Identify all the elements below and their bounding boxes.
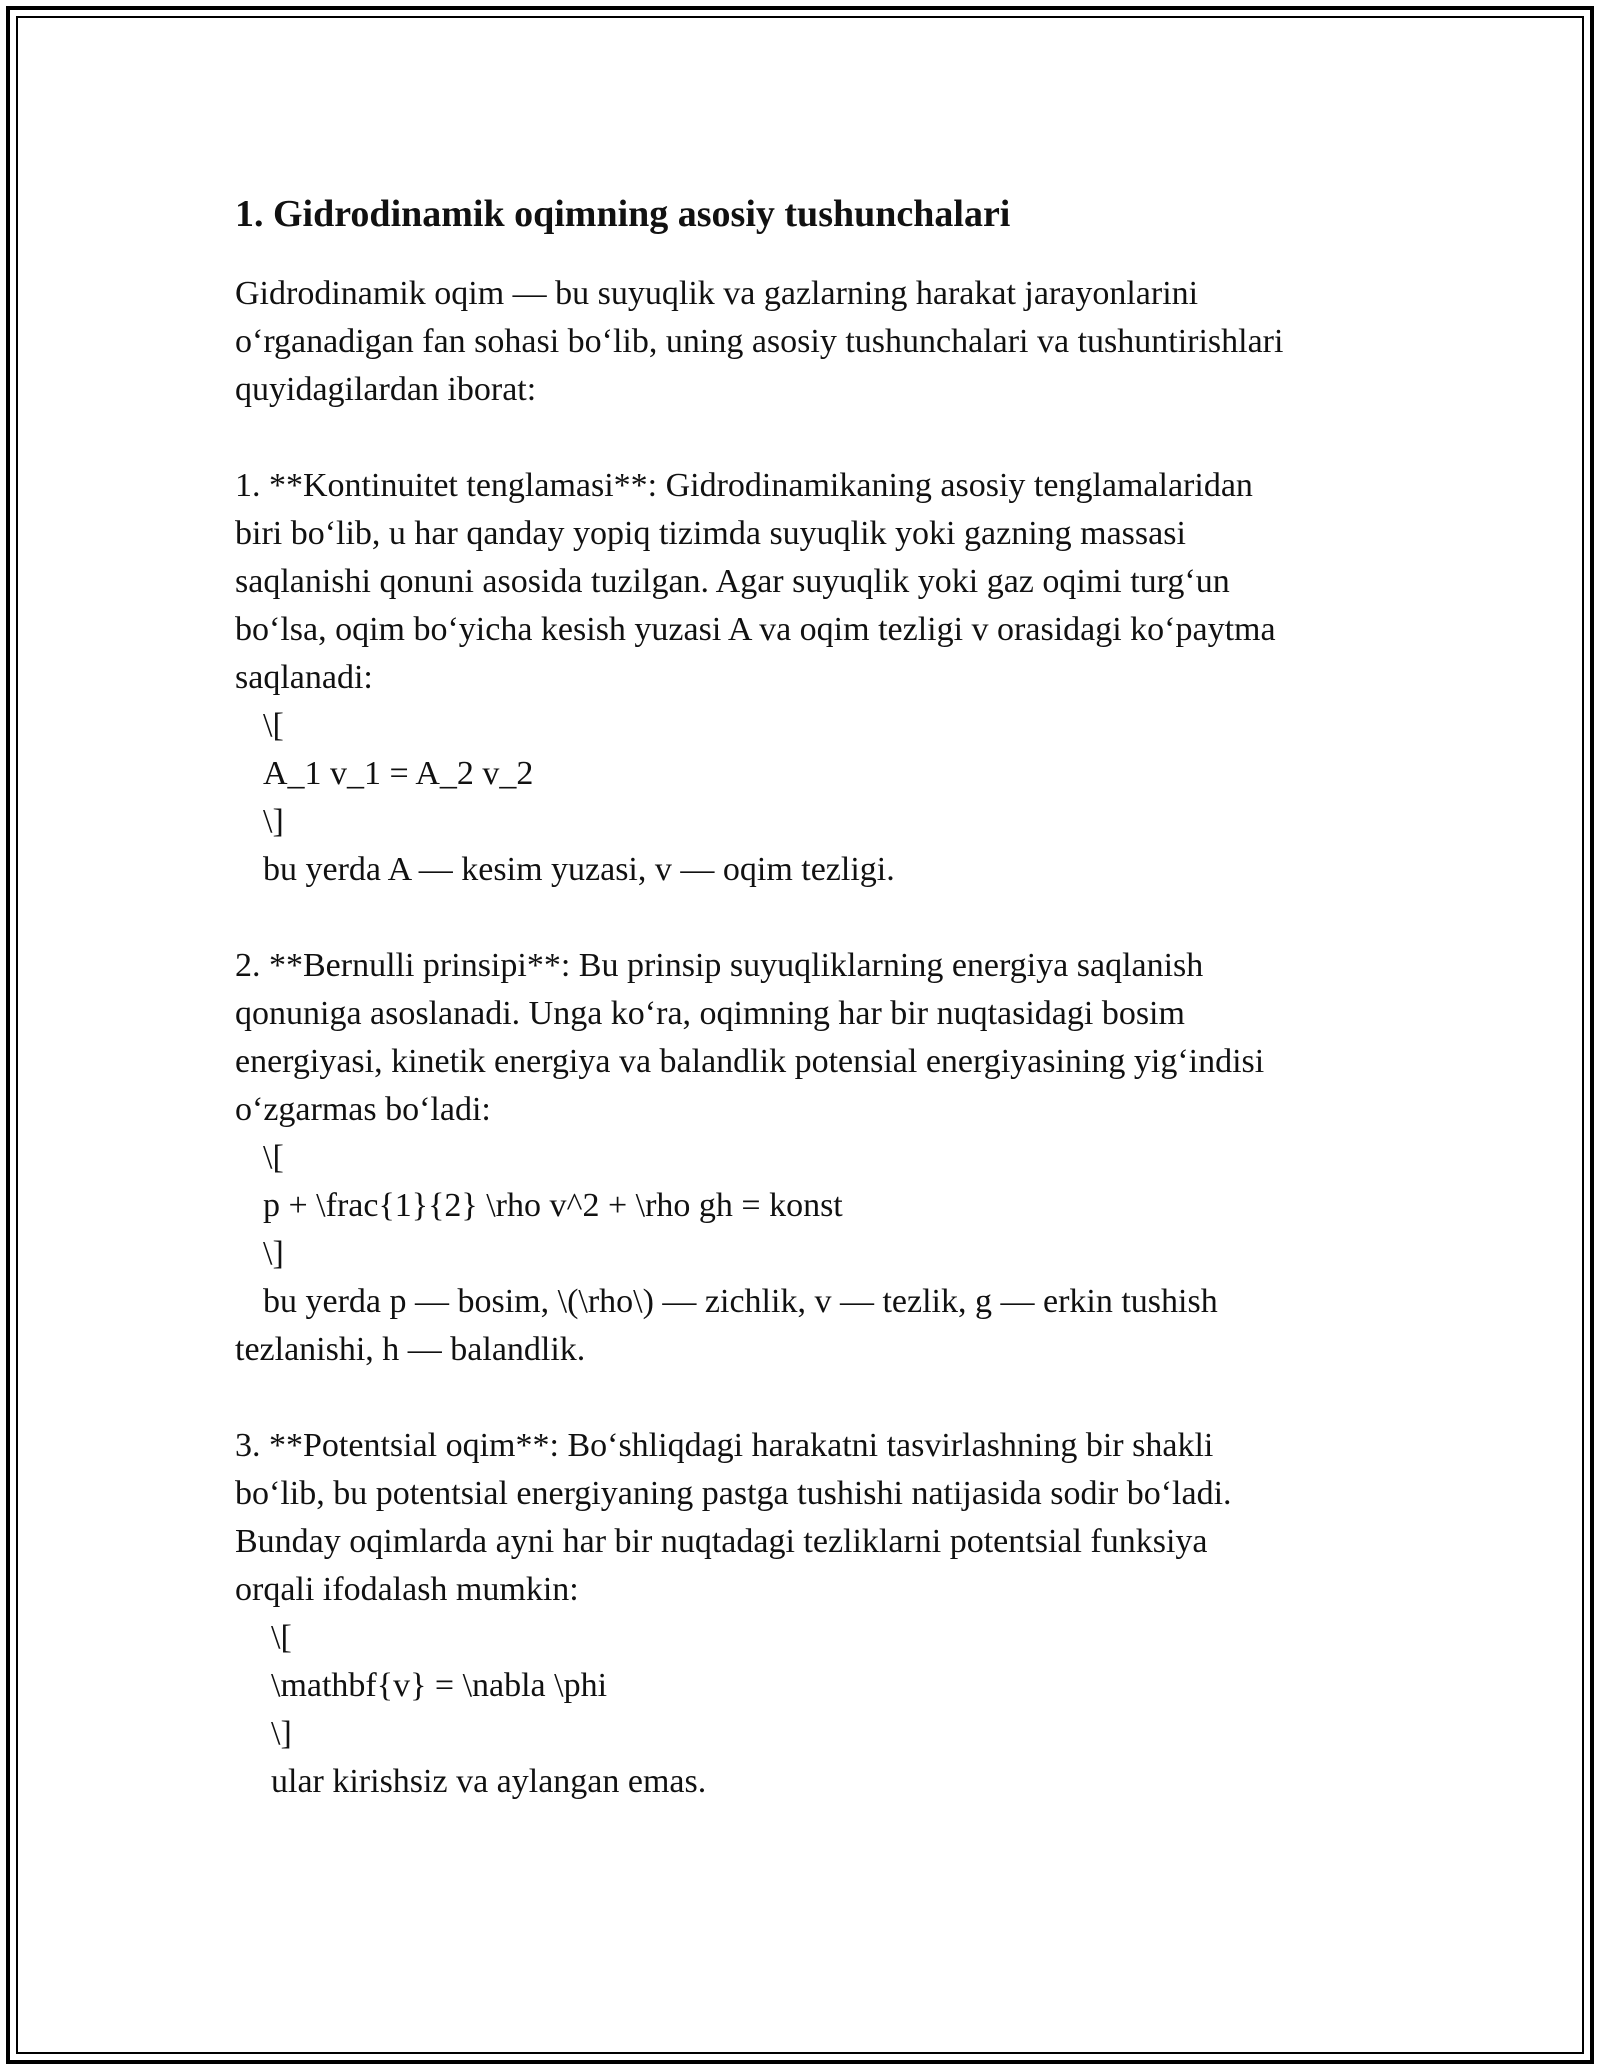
spacer [235,1374,1395,1422]
formula-close: \] [263,803,284,840]
potential-line: Bunday oqimlarda ayni har bir nuqtadagi tezliklarni potentsial funksiya [235,1523,1208,1560]
potential-line: boʻlib, bu potentsial energiyaning pastga tushishi natijasida sodir boʻladi. [235,1475,1232,1512]
formula-open: \[ [271,1619,292,1656]
bernoulli-formula: p + \frac{1}{2} \rho v^2 + \rho gh = konst [263,1187,843,1224]
formula-open: \[ [263,707,284,744]
potential-explanation: ular kirishsiz va aylangan emas. [271,1763,707,1800]
spacer [235,414,1395,462]
bernoulli-line: energiyasi, kinetik energiya va balandlik potensial energiyasining yigʻindisi [235,1043,1265,1080]
potential-flow-section [235,1422,1395,1806]
formula-close: \] [271,1715,292,1752]
continuity-line: 1. **Kontinuitet tenglamasi**: Gidrodinamikaning asosiy tenglamalaridan [235,467,1253,504]
document-body [235,186,1395,1806]
continuity-formula: A_1 v_1 = A_2 v_2 [263,755,534,792]
intro-line: oʻrganadigan fan sohasi boʻlib, uning asosiy tushunchalari va tushuntirishlari [235,323,1284,360]
potential-line: orqali ifodalash mumkin: [235,1571,579,1608]
intro-line: Gidrodinamik oqim — bu suyuqlik va gazlarning harakat jarayonlarini [235,275,1199,312]
spacer [235,894,1395,942]
potential-line: 3. **Potentsial oqim**: Boʻshliqdagi harakatni tasvirlashning bir shakli [235,1427,1214,1464]
continuity-line: saqlanishi qonuni asosida tuzilgan. Agar suyuqlik yoki gaz oqimi turgʻun [235,563,1230,600]
continuity-line: biri boʻlib, u har qanday yopiq tizimda suyuqlik yoki gazning massasi [235,515,1186,552]
continuity-line: saqlanadi: [235,659,373,696]
bernoulli-explanation: tezlanishi, h — balandlik. [235,1331,586,1368]
bernoulli-line: oʻzgarmas boʻladi: [235,1091,491,1128]
bernoulli-section [235,942,1395,1374]
bernoulli-line: 2. **Bernulli prinsipi**: Bu prinsip suyuqliklarning energiya saqlanish [235,947,1204,984]
continuity-section [235,462,1395,894]
intro-paragraph [235,270,1395,414]
formula-close: \] [263,1235,284,1272]
intro-line: quyidagilardan iborat: [235,371,537,408]
continuity-line: boʻlsa, oqim boʻyicha kesish yuzasi A va oqim tezligi v orasidagi koʻpaytma [235,611,1276,648]
formula-open: \[ [263,1139,284,1176]
potential-formula: \mathbf{v} = \nabla \phi [271,1667,608,1704]
bernoulli-explanation: bu yerda p — bosim, \(\rho\) — zichlik, v — tezlik, g — erkin tushish [263,1283,1218,1320]
continuity-explanation: bu yerda A — kesim yuzasi, v — oqim tezligi. [263,851,895,888]
bernoulli-line: qonuniga asoslanadi. Unga koʻra, oqimning har bir nuqtasidagi bosim [235,995,1185,1032]
section-heading: 1. Gidrodinamik oqimning asosiy tushunchalari [235,193,1011,235]
